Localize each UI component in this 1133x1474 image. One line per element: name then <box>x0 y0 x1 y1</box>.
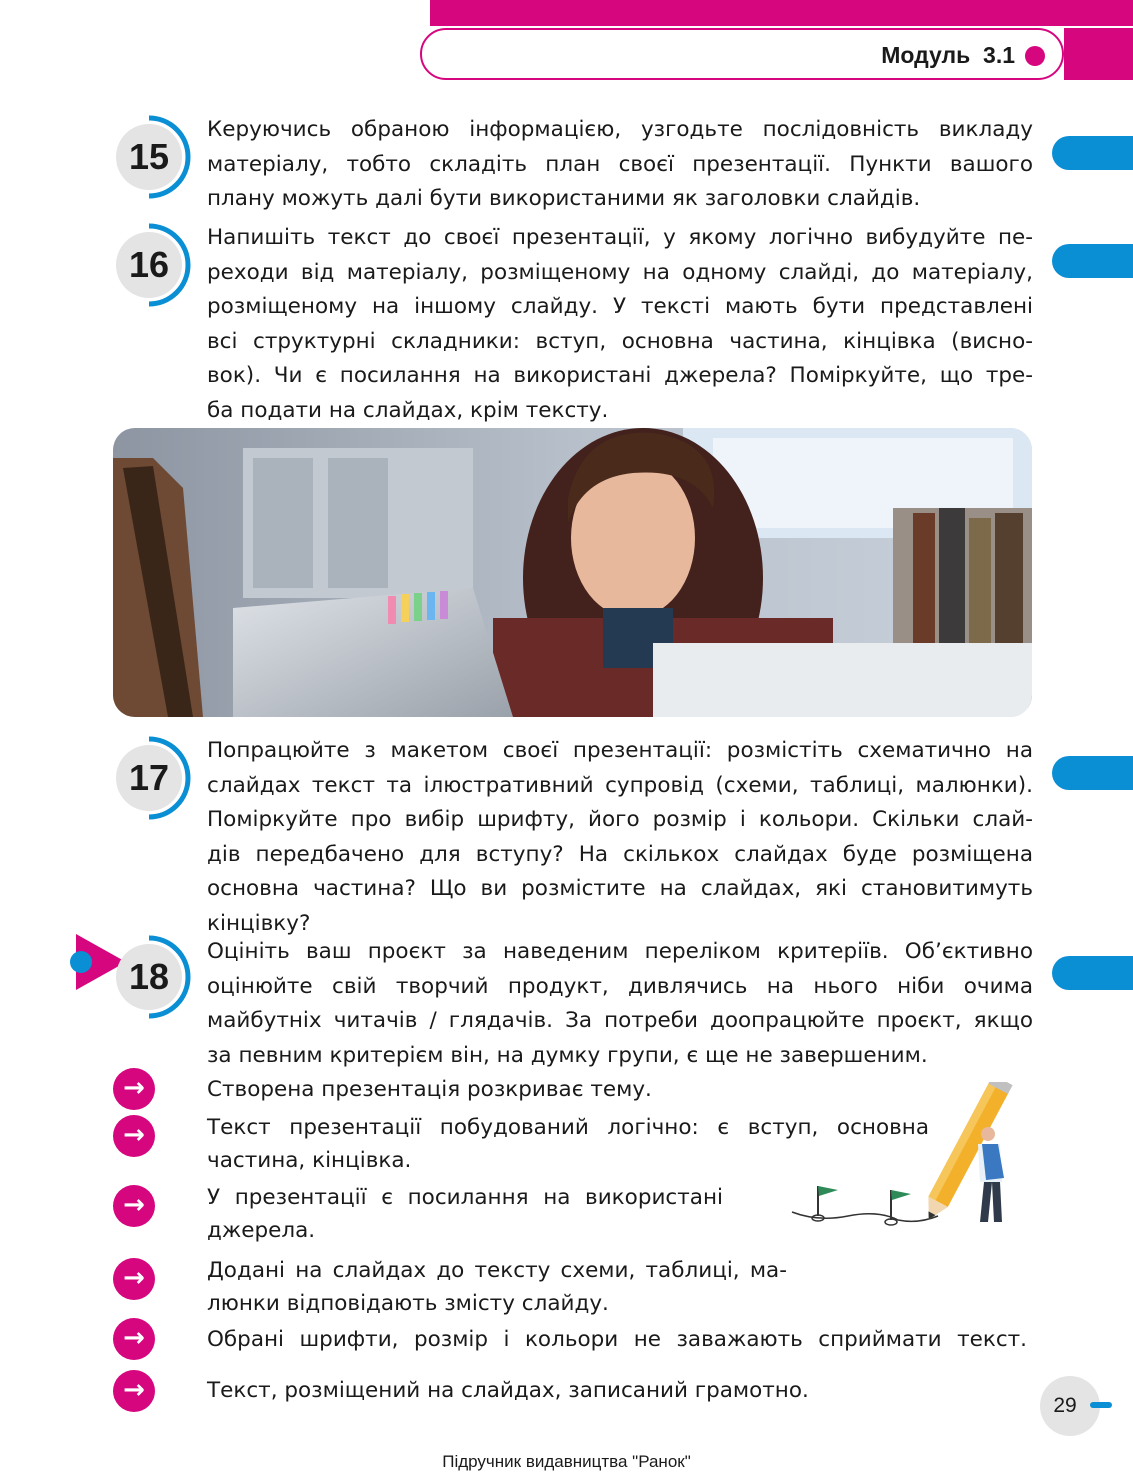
criterion-item <box>207 1073 807 1106</box>
text-line: ба подати на слайдах, крім тексту. <box>207 397 609 423</box>
module-title: Модуль 3.1 <box>881 42 1015 68</box>
text-line: слайдах текст та ілюстративний супровід (схеми, таблиці, малюнки). <box>207 772 1033 798</box>
side-tab-marker <box>1052 136 1133 170</box>
text-line: основна частина? Що ви розмістите на слайдах, які становитимуть <box>207 876 1033 901</box>
arrow-glyph: → <box>123 1120 145 1150</box>
text-line: Текст презентації побудований логічно: є вступ, основна <box>207 1115 929 1140</box>
task-text <box>207 113 1033 217</box>
task-text <box>207 221 1033 428</box>
text-line: Текст, розміщений на слайдах, записаний грамотно. <box>207 1378 809 1403</box>
task-number: 15 <box>128 136 170 177</box>
arrow-right-icon <box>113 1318 155 1360</box>
task-text <box>207 935 1033 1073</box>
side-tab-marker <box>1052 756 1133 790</box>
pencil-progress-illustration <box>788 1082 1033 1232</box>
task-number-badge <box>113 735 199 821</box>
text-line: вок). Чи є посилання на використані джерела? Поміркуйте, що тре- <box>207 363 1033 388</box>
boy-at-laptop-photo <box>113 428 1032 717</box>
side-tab-marker <box>1052 956 1133 990</box>
arrow-glyph: → <box>123 1073 145 1103</box>
criterion-item <box>207 1374 907 1407</box>
text-line: розміщеному на іншому слайду. У тексті мають бути представлені <box>207 294 1033 319</box>
arrow-glyph: → <box>123 1263 145 1293</box>
text-line: люнки відповідають змісту слайду. <box>207 1291 609 1316</box>
text-line: дів передбачено для вступу? На скількох слайдах буде розміщена <box>207 841 1033 867</box>
task-number: 17 <box>128 757 170 798</box>
text-line: матеріалу, тобто складіть план своєї презентації. Пункти вашого <box>207 151 1033 177</box>
arrow-right-icon <box>113 1185 155 1227</box>
arrow-right-icon <box>113 1115 155 1157</box>
text-line: реходи від матеріалу, розміщеному на одному слайді, до матеріалу, <box>207 259 1033 285</box>
text-line: плану можуть далі бути використаними як заголовки слайдів. <box>207 186 921 211</box>
arrow-right-icon <box>113 1370 155 1412</box>
arrow-glyph: → <box>123 1190 145 1220</box>
text-line: частина, кінцівка. <box>207 1148 412 1173</box>
text-line: всі структурні складники: вступ, основна частина, кінцівка (висно- <box>207 328 1033 354</box>
task-number-badge <box>113 114 199 200</box>
text-line: Керуючись обраною інформацією, узгодьте послідовність викладу <box>207 117 1033 142</box>
arrow-right-icon <box>113 1068 155 1110</box>
publisher-footer: Підручник видавництва "Ранок" <box>442 1452 691 1471</box>
arrow-glyph: → <box>123 1375 145 1405</box>
text-line: кінцівку? <box>207 910 311 936</box>
arrow-glyph: → <box>123 1323 145 1353</box>
text-line: Оцініть ваш проєкт за наведеним переліком критеріїв. Об’єктивно <box>207 939 1033 964</box>
criterion-item <box>207 1254 787 1320</box>
page-number-dash <box>1090 1402 1112 1408</box>
text-line: Напишіть текст до своєї презентації, у якому логічно вибудуйте пе- <box>207 225 1033 250</box>
text-line: джерела. <box>207 1218 316 1243</box>
text-line: Створена презентація розкриває тему. <box>207 1077 652 1102</box>
task-text <box>207 734 1033 941</box>
text-line: У презентації є посилання на використані <box>207 1185 723 1210</box>
task-number-badge <box>113 934 199 1020</box>
header-bar <box>430 0 1133 26</box>
text-line: оцінюйте свій творчий продукт, дивлячись на нього ніби очима <box>207 973 1033 999</box>
text-line: майбутніх читачів / глядачів. За потреби доопрацюйте проєкт, якщо <box>207 1008 1033 1033</box>
header-bar-right <box>1064 28 1133 80</box>
text-line: Попрацюйте з макетом своєї презентації: розмістіть схематично на <box>207 738 1033 763</box>
module-dot-icon <box>1025 46 1045 66</box>
text-line: Обрані шрифти, розмір і кольори не заважають сприймати текст. <box>207 1327 1027 1352</box>
text-line: за певним критерієм він, на думку групи, є ще не завершеним. <box>207 1042 928 1068</box>
side-tab-marker <box>1052 244 1133 278</box>
text-line: Поміркуйте про вибір шрифту, його розмір і кольори. Скільки слай- <box>207 807 1033 832</box>
criterion-item <box>207 1323 1027 1356</box>
criterion-item <box>207 1181 723 1247</box>
task-number-badge <box>113 222 199 308</box>
task-number: 18 <box>128 956 170 997</box>
arrow-right-icon <box>113 1258 155 1300</box>
page-number: 29 <box>1053 1394 1077 1417</box>
text-line: Додані на слайдах до тексту схеми, таблиці, ма- <box>207 1258 787 1283</box>
task-number: 16 <box>128 244 170 285</box>
